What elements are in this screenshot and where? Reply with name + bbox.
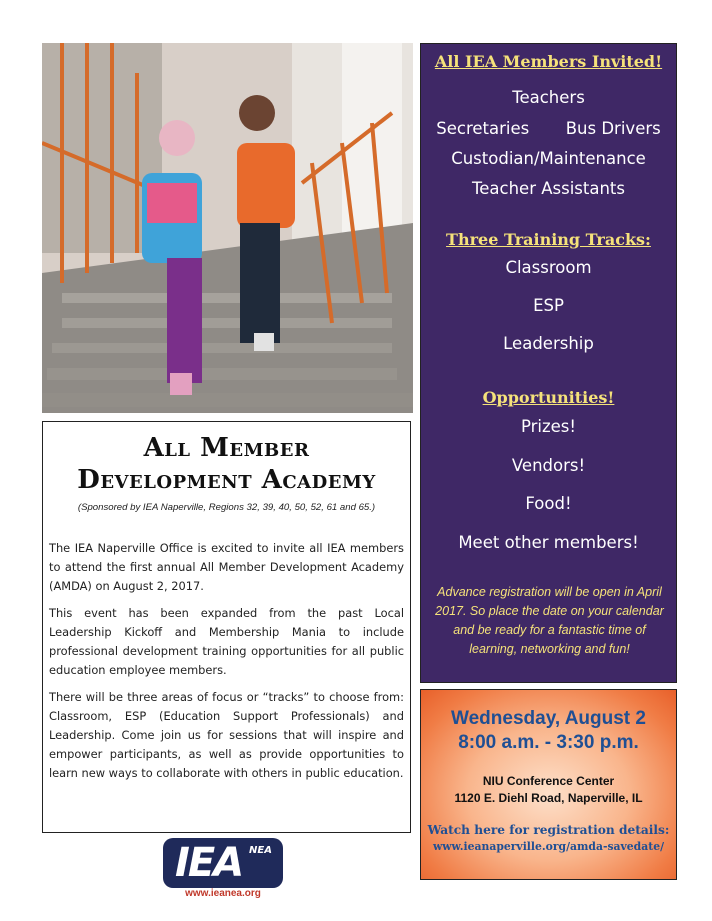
track-esp: ESP xyxy=(533,296,564,315)
title-line-1: All Member xyxy=(143,433,310,463)
tracks-heading: Three Training Tracks: xyxy=(446,230,651,249)
intro-paragraph: The IEA Naperville Office is excited to invite all IEA members to attend the first annual All Member Development Academy (AMDA) on August 2, 2017. xyxy=(49,541,404,593)
expansion-paragraph: This event has been expanded from the past Local Leadership Kickoff and Membership Mania to include professional development training opportunities for all public education employee members. xyxy=(49,606,404,677)
invite-heading: All IEA Members Invited! xyxy=(434,52,663,71)
event-venue: NIU Conference Center xyxy=(482,774,615,788)
opportunity-vendors: Vendors! xyxy=(511,456,586,475)
academy-title xyxy=(49,432,404,496)
iea-logo-mark xyxy=(163,838,283,888)
opportunity-food: Food! xyxy=(525,494,572,513)
track-classroom: Classroom xyxy=(505,258,592,277)
logo-iea-text: IEA xyxy=(175,840,243,886)
students-on-stairs-photo xyxy=(42,43,413,413)
role-bus-drivers: Bus Drivers xyxy=(565,119,661,138)
event-address: 1120 E. Diehl Road, Naperville, IL xyxy=(454,791,643,805)
sponsor-note: (Sponsored by IEA Naperville, Regions 32, 39, 40, 50, 52, 61 and 65.) xyxy=(77,502,376,513)
roles-row xyxy=(421,119,676,138)
track-leadership: Leadership xyxy=(503,334,594,353)
role-teacher-assistants: Teacher Assistants xyxy=(471,179,625,198)
tracks-paragraph: There will be three areas of focus or “tracks” to choose from: Classroom, ESP (Education Support Professionals) and Leadership. Come join us for sessions that will inspire and empower participants, as well as provide opportunities to learn new ways to collaborate with others in public education. xyxy=(49,690,404,780)
opportunity-prizes: Prizes! xyxy=(520,417,577,436)
opportunity-meet-members: Meet other members! xyxy=(458,533,639,552)
article-box xyxy=(42,421,411,833)
role-secretaries: Secretaries xyxy=(436,119,530,138)
iea-nea-logo xyxy=(163,838,283,902)
opportunities-heading: Opportunities! xyxy=(482,388,615,407)
advance-registration-note: Advance registration will be open in April 2017. So place the date on your calendar and be ready for a fantastic time of learning, networking and fun! xyxy=(435,585,664,656)
title-line-2: Development Academy xyxy=(77,465,376,495)
event-time: 8:00 a.m. - 3:30 p.m. xyxy=(458,732,639,753)
registration-link[interactable]: www.ieanaperville.org/amda-savedate/ xyxy=(432,840,665,853)
logo-url[interactable]: www.ieanea.org xyxy=(185,888,261,899)
role-teachers: Teachers xyxy=(512,88,585,107)
registration-prompt: Watch here for registration details: xyxy=(427,823,670,837)
logo-nea-text: NEA xyxy=(249,845,272,856)
event-date: Wednesday, August 2 xyxy=(451,708,646,729)
event-details-panel xyxy=(420,689,677,880)
role-custodian: Custodian/Maintenance xyxy=(451,149,646,168)
invite-panel xyxy=(420,43,677,683)
